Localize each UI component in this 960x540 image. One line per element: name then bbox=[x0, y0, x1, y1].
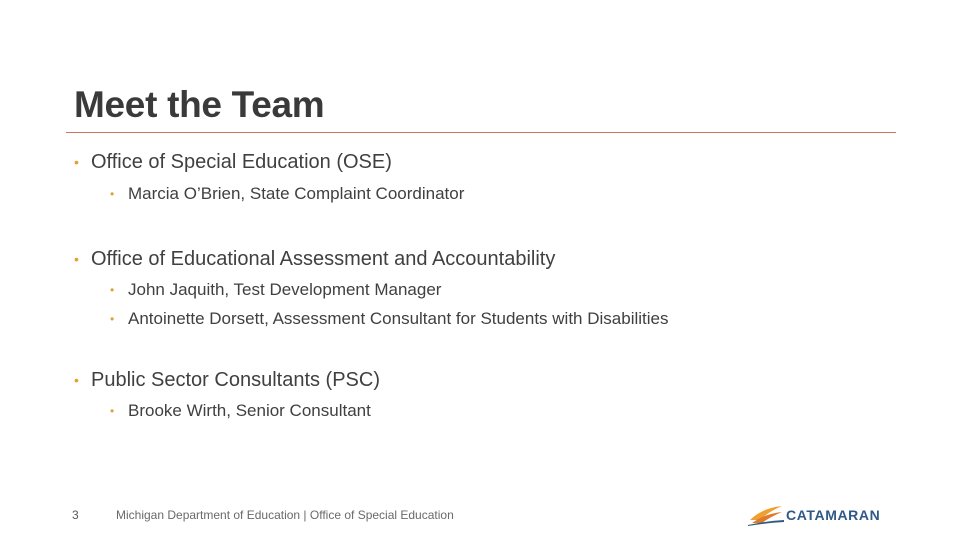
page-number: 3 bbox=[72, 508, 79, 522]
section-heading-text: Office of Special Education (OSE) bbox=[91, 151, 392, 173]
team-member-text: Brooke Wirth, Senior Consultant bbox=[128, 401, 371, 420]
footer-text: Michigan Department of Education | Office of Special Education bbox=[116, 508, 454, 522]
bullet-icon: • bbox=[110, 312, 115, 326]
bullet-icon: • bbox=[110, 283, 115, 297]
bullet-icon: • bbox=[74, 154, 79, 170]
team-member-text: Marcia O’Brien, State Complaint Coordinator bbox=[128, 184, 465, 203]
catamaran-logo bbox=[748, 502, 898, 528]
bullet-icon: • bbox=[74, 372, 79, 388]
team-member-text: Antoinette Dorsett, Assessment Consultant for Students with Disabilities bbox=[128, 309, 669, 328]
section-heading-text: Public Sector Consultants (PSC) bbox=[91, 369, 381, 391]
bullet-icon: • bbox=[110, 404, 115, 418]
page-title: Meet the Team bbox=[74, 84, 325, 125]
team-member-text: John Jaquith, Test Development Manager bbox=[128, 280, 442, 299]
bullet-icon: • bbox=[74, 251, 79, 267]
bullet-icon: • bbox=[110, 187, 115, 201]
sailboat-logo-icon bbox=[748, 504, 784, 526]
title-divider bbox=[66, 132, 896, 133]
logo-wordmark: CATAMARAN bbox=[786, 507, 881, 523]
section-heading-text: Office of Educational Assessment and Accountability bbox=[91, 248, 556, 270]
